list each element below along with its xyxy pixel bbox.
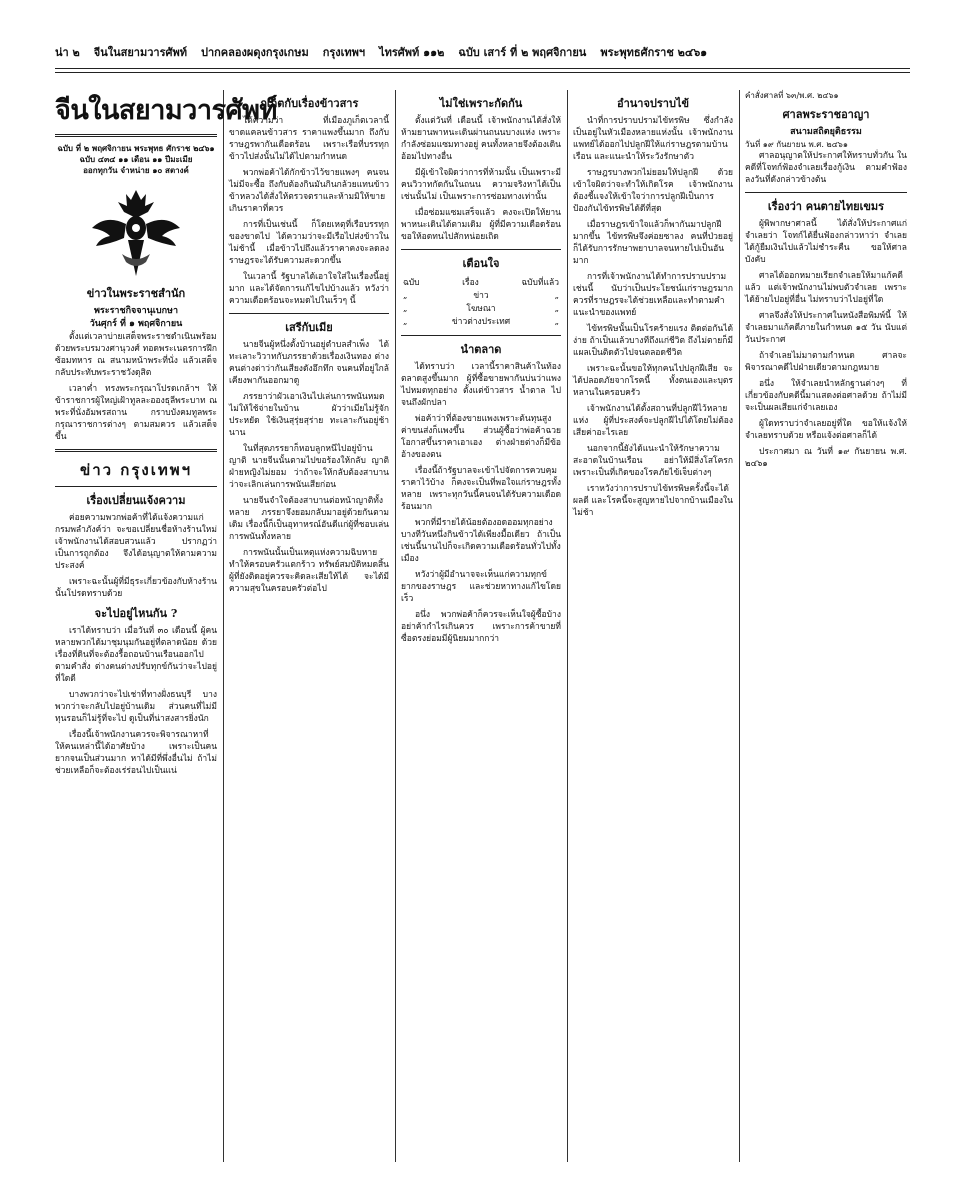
column-4 xyxy=(573,90,733,1162)
header-rule-top xyxy=(55,68,910,69)
notice-reference: คำสั่งศาลที่ ๖๓/พ.ศ. ๒๔๖๑ xyxy=(745,91,839,100)
masthead-info-3: ออกทุกวัน จำหน่าย ๑๐ สตางค์ xyxy=(83,165,189,175)
story-heading: ไม่ใช่เพราะกัดกัน xyxy=(439,97,523,110)
story-paragraph: เจ้าพนักงานได้ตั้งสถานที่ปลูกฝีไว้หลายแห่ง ผู้ที่ประสงค์จะปลูกฝีไปได้โดยไม่ต้องเสียค่าอะไรเลย xyxy=(573,404,733,438)
story-heading: อำนาจปราบไข้ xyxy=(616,97,690,110)
column-5 xyxy=(745,90,907,1162)
court-subheading: สนามสถิตยุติธรรม xyxy=(790,127,862,137)
reminder-cell: ฉบับ xyxy=(403,278,420,288)
reminder-row xyxy=(403,277,559,290)
section-rule xyxy=(401,335,561,336)
motto: ปากคลองผดุงกรุงเกษม xyxy=(200,46,309,59)
story-heading: เรื่องเปลี่ยนแจ้งความ xyxy=(86,494,186,507)
story-paragraph: ราษฎรบางพวกไม่ยอมให้ปลูกฝี ด้วยเข้าใจผิดว่าจะทำให้เกิดโรค เจ้าพนักงานต้องชี้แจงให้เข้าใจว่าการปลูกฝีเป็นการป้องกันไข้ทรพิษได้ดีที่สุด xyxy=(573,168,733,214)
royal-news-heading: ข่าวในพระราชสำนัก xyxy=(86,287,186,300)
reminder-cell: „ xyxy=(554,317,559,327)
story-paragraph: อนึ่ง พวกพ่อค้าก็ควรจะเห็นใจผู้ซื้อบ้าง อย่าค้ากำไรเกินควร เพราะการค้าขายที่ซื่อตรงย่อมมีผู้นิยมมากกว่า xyxy=(401,610,561,644)
story-heading: จะไปอยู่ไหนกัน ? xyxy=(94,607,178,620)
reminder-cell: เรื่อง xyxy=(462,278,479,288)
reminder-row xyxy=(403,303,559,316)
story-paragraph: พวกที่มีรายได้น้อยต้องอดออมทุกอย่าง บางทีวันหนึ่งกินข้าวได้เพียงมื้อเดียว ถ้าเป็นเช่นนี้นานไปก็จะเกิดความเดือดร้อนทั่วไปทั้งเมือง xyxy=(401,518,561,564)
story-paragraph: นอกจากนี้ยังได้แนะนำให้รักษาความสะอาดในบ้านเรือน อย่าให้มีสิ่งโสโครก เพราะเป็นที่เกิดของโรคภัยไข้เจ็บต่างๆ xyxy=(573,444,733,478)
issue-date: ฉบับ เสาร์ ที่ ๒ พฤศจิกายน xyxy=(458,46,587,59)
story-paragraph: เราหวังว่าการปราบไข้ทรพิษครั้งนี้จะได้ผลดี และโรคนี้จะสูญหายไปจากบ้านเมืองในไม่ช้า xyxy=(573,484,733,518)
reminder-cell: โฆษณา xyxy=(466,304,496,314)
reminder-box xyxy=(401,277,561,329)
court-paragraph: ศาลอนุญาตให้ประกาศให้ทราบทั่วกัน ในคดีที่โจทก์ฟ้องจำเลยเรื่องกู้เงิน ตามคำฟ้องลงวันที่ดังกล่าวข้างต้น xyxy=(745,151,907,185)
royal-news-paragraph: เวลาค่ำ ทรงพระกรุณาโปรดเกล้าฯ ให้ข้าราชการผู้ใหญ่เฝ้าทูลละอองธุลีพระบาท ณ พระที่นั่งอัมพรสถาน กราบบังคมทูลพระกรุณาราชการต่างๆ ตามสมควร แล้วเสด็จขึ้น xyxy=(55,384,217,442)
column-2 xyxy=(229,90,389,1162)
story-paragraph: เพราะฉะนั้นขอให้ทุกคนไปปลูกฝีเสีย จะได้ปลอดภัยจากโรคนี้ ทั้งตนเองและบุตรหลานในครอบครัว xyxy=(573,364,733,398)
royal-news-paragraph: ตั้งแต่เวลาบ่ายเสด็จพระราชดำเนินพร้อมด้วยพระบรมวงศานุวงศ์ ทอดพระเนตรการฝึกซ้อมทหาร ณ สนามหน้าพระที่นั่ง แล้วเสด็จกลับประทับพระราชวังดุสิต xyxy=(55,332,217,378)
column-divider xyxy=(739,90,740,1162)
reminder-cell: „ xyxy=(403,317,408,327)
section-rule xyxy=(55,486,217,487)
paper-name: จีนในสยามวารศัพท์ xyxy=(93,46,187,59)
reminder-cell: „ xyxy=(403,304,408,314)
story-paragraph: ประกาศมา ณ วันที่ ๑๙ กันยายน พ.ศ. ๒๔๖๑ xyxy=(745,447,907,469)
section-rule xyxy=(745,192,907,193)
header-strip xyxy=(55,38,910,66)
story-paragraph: นำที่การปราบปรามไข้ทรพิษ ซึ่งกำลังเป็นอยู่ในหัวเมืองหลายแห่งนั้น เจ้าพนักงานแพทย์ได้ออกไปปลูกฝีให้แก่ราษฎรตามบ้านเรือน และแนะนำให้ระวังรักษาตัว xyxy=(573,116,733,162)
reminder-row xyxy=(403,316,559,329)
story-paragraph: เมื่อราษฎรเข้าใจแล้วก็พากันมาปลูกฝีมากขึ้น ไข้ทรพิษจึงค่อยซาลง คนที่ป่วยอยู่ก็ได้รับการรักษาพยาบาลจนหายไปเป็นอันมาก xyxy=(573,220,733,266)
page-number: น่า ๒ xyxy=(55,46,80,59)
section-rule xyxy=(229,313,389,314)
story-paragraph: ได้ทราบว่า เวลานี้ราคาสินค้าในท้องตลาดสูงขึ้นมาก ผู้ที่ซื้อขายพากันบ่นว่าแพงไปหมดทุกอย่าง ตั้งแต่ข้าวสาร น้ำตาล ไปจนถึงผักปลา xyxy=(401,362,561,408)
newspaper-page xyxy=(55,38,910,1166)
story-paragraph: ตั้งแต่วันที่ เดือนนี้ เจ้าพนักงานได้สั่งให้ห้ามยานพาหนะเดินผ่านถนนบางแห่ง เพราะกำลังซ่อมแซมทางอยู่ คนทั้งหลายจึงต้องเดินอ้อมไปทางอื่น xyxy=(401,116,561,162)
reminder-row xyxy=(403,290,559,303)
story-paragraph: ศาลได้ออกหมายเรียกจำเลยให้มาแก้คดีแล้ว แต่เจ้าพนักงานไม่พบตัวจำเลย เพราะได้ย้ายไปอยู่ที่อื่น ไม่ทราบว่าไปอยู่ที่ใด xyxy=(745,271,907,305)
story-paragraph: ในเวลานี้ รัฐบาลได้เอาใจใส่ในเรื่องนี้อยู่มาก และได้จัดการแก้ไขไปบ้างแล้ว หวังว่าความเดือดร้อนจะหมดไปในเร็วๆ นี้ xyxy=(229,272,389,306)
reminder-cell: ข่าวต่างประเทศ xyxy=(451,317,511,327)
story-paragraph: อนึ่ง ให้จำเลยนำหลักฐานต่างๆ ที่เกี่ยวข้องกับคดีนี้มาแสดงต่อศาลด้วย ถ้าไม่มีจะเป็นผลเสียแก่จำเลยเอง xyxy=(745,379,907,413)
city-news-heading: ข่าว กรุงเทพฯ xyxy=(79,461,193,479)
story-heading: เรื่องว่า คนตายไทยเขมร xyxy=(767,200,885,213)
reminder-cell: „ xyxy=(403,291,408,301)
city: กรุงเทพฯ xyxy=(322,46,366,59)
reminder-cell: „ xyxy=(554,304,559,314)
story-paragraph: ศาลจึงสั่งให้ประกาศในหนังสือพิมพ์นี้ ให้จำเลยมาแก้คดีภายในกำหนด ๑๕ วัน นับแต่วันประกาศ xyxy=(745,311,907,345)
story-heading: เสรีกับเมีย xyxy=(285,321,333,334)
story-paragraph: เมื่อซ่อมแซมเสร็จแล้ว คงจะเปิดให้ยานพาหนะเดินได้ตามเดิม ผู้ที่มีความเดือดร้อนขอให้อดทนไปสักหน่อยเถิด xyxy=(401,208,561,242)
court-date: วันที่ ๑๙ กันยายน พ.ศ. ๒๔๖๑ xyxy=(745,140,848,149)
masthead-info-2: ฉบับ ๔๓๔ ๑๑ เดือน ๑๑ ปีมะเมีย xyxy=(79,154,193,164)
column-3 xyxy=(401,90,561,1162)
story-paragraph: ไข้ทรพิษนั้นเป็นโรคร้ายแรง ติดต่อกันได้ง่าย ถ้าเป็นแล้วบางทีถึงแก่ชีวิต ถึงไม่ตายก็มีแผลเป็นติดตัวไปจนตลอดชีวิต xyxy=(573,324,733,358)
story-paragraph: ภรรยาว่าผัวเอาเงินไปเล่นการพนันหมด ไม่ให้ใช้จ่ายในบ้าน ผัวว่าเมียไม่รู้จักประหยัด ใช้เงินสุรุ่ยสุร่าย ทะเลาะกันอยู่ช้านาน xyxy=(229,392,389,438)
royal-news-subheading: พระราชกิจจานุเบกษา xyxy=(93,306,179,316)
column-divider xyxy=(395,90,396,1162)
story-paragraph: นายจีนจำใจต้องสาบานต่อหน้าญาติทั้งหลาย ภรรยาจึงยอมกลับมาอยู่ด้วยกันตามเดิม เรื่องนี้ก็เป็นอุทาหรณ์อันดีแก่ผู้ที่ชอบเล่นการพนันทั้งหลาย xyxy=(229,496,389,542)
story-paragraph: บางพวกว่าจะไปเช่าที่ทางฝั่งธนบุรี บางพวกว่าจะกลับไปอยู่บ้านเดิม ส่วนคนที่ไม่มีทุนรอนก็ไม่รู้ที่จะไป ดูเป็นที่น่าสงสารยิ่งนัก xyxy=(55,690,217,724)
column-divider xyxy=(223,90,224,1162)
story-paragraph: ค่อยความพวกพ่อค้าที่ได้แจ้งความแก่กรมพลำภังค์ว่า จะขอเปลี่ยนชื่อห้างร้านใหม่ เจ้าพนักงานได้สอบสวนแล้ว ปรากฏว่าเป็นการถูกต้อง จึงได้อนุญาตให้ตามความประสงค์ xyxy=(55,513,217,571)
garuda-emblem-icon xyxy=(88,184,184,280)
royal-news-date: วันศุกร์ ที่ ๑ พฤศจิกายน xyxy=(89,319,183,329)
story-paragraph: เรื่องนี้ถ้ารัฐบาลจะเข้าไปจัดการควบคุมราคาไว้บ้าง ก็คงจะเป็นที่พอใจแก่ราษฎรทั้งหลาย เพราะทุกวันนี้คนจนได้รับความเดือดร้อนมาก xyxy=(401,466,561,512)
story-paragraph: มีผู้เข้าใจผิดว่าการที่ห้ามนั้น เป็นเพราะมีคนวิวาทกัดกันในถนน ความจริงหาได้เป็นเช่นนั้นไม่ เป็นเพราะการซ่อมทางเท่านั้น xyxy=(401,168,561,202)
era-year: พระพุทธศักราช ๒๔๖๑ xyxy=(600,46,708,59)
story-paragraph: ได้ความว่า ที่เมืองภูเก็ตเวลานี้ ขาดแคลนข้าวสาร ราคาแพงขึ้นมาก ถึงกับราษฎรพากันเดือดร้อน เพราะเรือที่บรรทุกข้าวไปส่งนั้นไม่ได้ไปตามกำหนด xyxy=(229,116,389,162)
story-paragraph: พวกพ่อค้าได้กักข้าวไว้ขายแพงๆ คนจนไม่มีจะซื้อ ถึงกับต้องกินมันกินกล้วยแทนข้าว ข้าหลวงได้สั่งให้ตรวจตราและห้ามมิให้ขายเกินราคาที่ควร xyxy=(229,168,389,214)
story-paragraph: การพนันนั้นเป็นเหตุแห่งความฉิบหาย ทำให้ครอบครัวแตกร้าว ทรัพย์สมบัติหมดสิ้น ผู้ที่ยังติดอยู่ควรจะคิดละเสียให้ได้ จะได้มีความสุขในครอบครัวต่อไป xyxy=(229,548,389,594)
section-rule xyxy=(401,249,561,250)
reminder-cell: ฉบับที่แล้ว xyxy=(521,278,559,288)
story-paragraph: เพราะฉะนั้นผู้ที่มีธุระเกี่ยวข้องกับห้างร้านนั้นโปรดทราบด้วย xyxy=(55,577,217,599)
story-paragraph: เรื่องนี้เจ้าพนักงานควรจะพิจารณาหาที่ให้คนเหล่านี้ได้อาศัยบ้าง เพราะเป็นคนยากจนเป็นส่วนมาก หาได้มีที่พึ่งอื่นไม่ ถ้าไม่ช่วยเหลือก็จะต้องเร่ร่อนไปเป็นแน่ xyxy=(55,730,217,776)
story-paragraph: ในที่สุดภรรยาก็หอบลูกหนีไปอยู่บ้านญาติ นายจีนนั้นตามไปขอร้องให้กลับ ญาติฝ่ายหญิงไม่ยอม ว่าถ้าจะให้กลับต้องสาบานว่าจะเลิกเล่นการพนันเสียก่อน xyxy=(229,444,389,490)
story-paragraph: การที่เจ้าพนักงานได้ทำการปราบปรามเช่นนี้ นับว่าเป็นประโยชน์แก่ราษฎรมาก ควรที่ราษฎรจะได้ช่วยเหลือและทำตามคำแนะนำของแพทย์ xyxy=(573,272,733,318)
story-heading: นำตลาด xyxy=(460,343,502,356)
story-paragraph: พ่อค้าว่าที่ต้องขายแพงเพราะต้นทุนสูง ค่าขนส่งก็แพงขึ้น ส่วนผู้ซื้อว่าพ่อค้าฉวยโอกาสขึ้นราคาเอาเอง ต่างฝ่ายต่างก็มีข้ออ้างของตน xyxy=(401,414,561,460)
story-paragraph: ถ้าจำเลยไม่มาตามกำหนด ศาลจะพิจารณาคดีไปฝ่ายเดียวตามกฎหมาย xyxy=(745,351,907,373)
reminder-heading: เตือนใจ xyxy=(462,257,500,270)
masthead-info-1: ฉบับ ที่ ๒ พฤศจิกายน พระพุทธ ศักราช ๒๔๖๑ xyxy=(57,143,215,153)
column-divider xyxy=(567,90,568,1162)
masthead-title: จีนในสยามวารศัพท์ xyxy=(55,95,277,126)
story-paragraph: หวังว่าผู้มีอำนาจจะเห็นแก่ความทุกข์ยากของราษฎร และช่วยหาทางแก้ไขโดยเร็ว xyxy=(401,570,561,604)
story-paragraph: เราได้ทราบว่า เมื่อวันที่ ๓๐ เดือนนี้ ผู้คนหลายพวกได้มาชุมนุมกันอยู่ที่ตลาดน้อย ด้วยเรื่องที่ดินที่จะต้องรื้อถอนบ้านเรือนออกไปตามคำสั่ง ต่างคนต่างปรับทุกข์กันว่าจะไปอยู่ที่ใดดี xyxy=(55,626,217,684)
story-paragraph: ผู้พิพากษาศาลนี้ ได้สั่งให้ประกาศแก่จำเลยว่า โจทก์ได้ยื่นฟ้องกล่าวหาว่า จำเลยได้กู้ยืมเงินไปแล้วไม่ชำระคืน ขอให้ศาลบังคับ xyxy=(745,219,907,265)
header-rule-bottom xyxy=(55,72,910,73)
story-paragraph: นายจีนผู้หนึ่งตั้งบ้านอยู่ตำบลสำเพ็ง ได้ทะเลาะวิวาทกับภรรยาด้วยเรื่องเงินทอง ต่างคนต่างด่าว่ากันเสียงดังอึกทึก จนคนที่อยู่ใกล้เคียงพากันออกมาดู xyxy=(229,340,389,386)
reminder-cell: „ xyxy=(554,291,559,301)
column-1 xyxy=(55,90,277,1162)
phone: ไทรศัพท์ ๑๑๒ xyxy=(379,46,445,59)
court-heading: ศาลพระราชอาญา xyxy=(782,108,870,121)
story-paragraph: ผู้ใดทราบว่าจำเลยอยู่ที่ใด ขอให้แจ้งให้จำเลยทราบด้วย หรือแจ้งต่อศาลก็ได้ xyxy=(745,419,907,441)
masthead-rule xyxy=(55,134,217,137)
reminder-cell: ข่าว xyxy=(473,291,489,301)
story-paragraph: การที่เป็นเช่นนี้ ก็โดยเหตุที่เรือบรรทุกของขาดไป ได้ความว่าจะมีเรือไปส่งข้าวในไม่ช้านี้ เมื่อข้าวไปถึงแล้วราคาคงจะลดลง ราษฎรจะได้รับความสะดวกขึ้น xyxy=(229,220,389,266)
section-rule xyxy=(55,449,217,452)
story-heading: ภูเก็ตกับเรื่องข้าวสาร xyxy=(259,97,359,110)
